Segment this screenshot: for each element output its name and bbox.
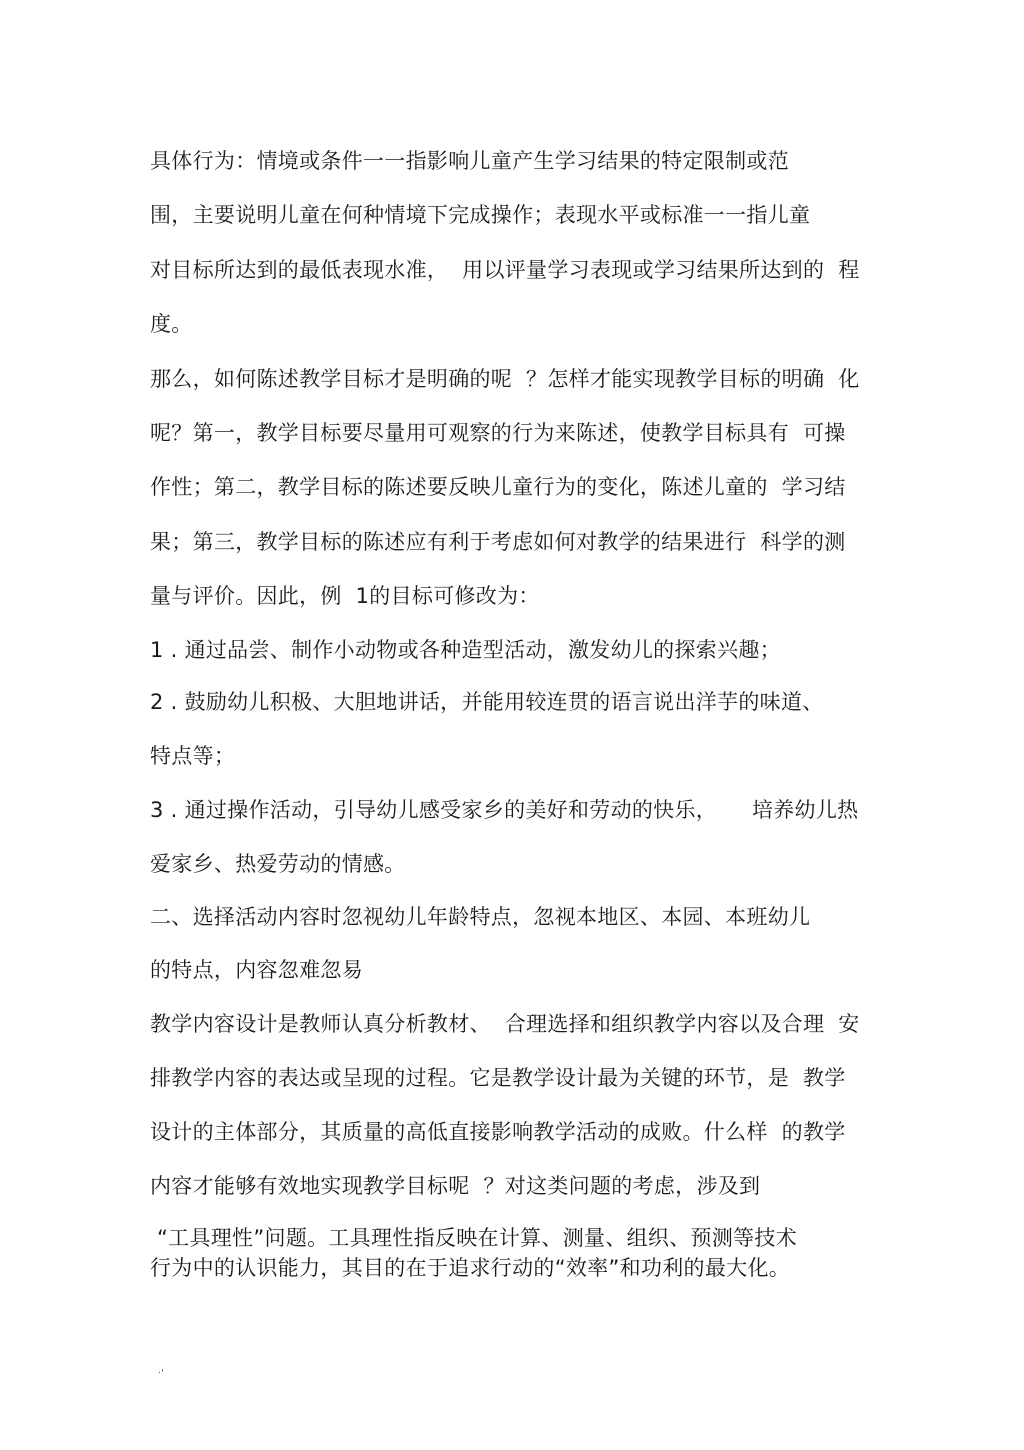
section-heading: 二、选择活动内容时忽视幼儿年龄特点，忽视本地区、本园、本班幼儿 [150, 905, 811, 929]
list-item: 1 . 通过品尝、制作小动物或各种造型活动，激发幼儿的探索兴趣； [150, 638, 781, 662]
text-line: 排教学内容的表达或呈现的过程。它是教学设计最为关键的环节，是 教学 [150, 1066, 846, 1090]
list-item: 3 . 通过操作活动，引导幼儿感受家乡的美好和劳动的快乐， 培养幼儿热 [150, 798, 859, 822]
text-line: 那么，如何陈述教学目标才是明确的呢 ？怎样才能实现教学目标的明确 化 [150, 367, 860, 391]
page-mark: ·' [158, 1368, 164, 1379]
text-line: 行为中的认识能力，其目的在于追求行动的“效率”和功利的最大化。 [150, 1256, 791, 1280]
text-line: 设计的主体部分，其质量的高低直接影响教学活动的成败。什么样 的教学 [150, 1120, 846, 1144]
text-line: 作性；第二，教学目标的陈述要反映儿童行为的变化，陈述儿童的 学习结 [150, 475, 846, 499]
text-line: 特点等； [150, 744, 236, 768]
list-item: 2 . 鼓励幼儿积极、大胆地讲话，并能用较连贯的语言说出洋芋的味道、 [150, 690, 824, 714]
text-line: 果；第三，教学目标的陈述应有利于考虑如何对教学的结果进行 科学的测 [150, 530, 846, 554]
text-line: 具体行为：情境或条件一一指影响儿童产生学习结果的特定限制或范 [150, 149, 789, 173]
text-line: 内容才能够有效地实现教学目标呢 ？对这类问题的考虑，涉及到 [150, 1174, 761, 1198]
text-line: 度。 [150, 312, 193, 336]
text-line: 爱家乡、热爱劳动的情感。 [150, 852, 406, 876]
text-line: 围，主要说明儿童在何种情境下完成操作；表现水平或标准一一指儿童 [150, 203, 811, 227]
text-line: 对目标所达到的最低表现水准， 用以评量学习表现或学习结果所达到的 程 [150, 258, 860, 282]
section-heading: 的特点，内容忽难忽易 [150, 958, 363, 982]
text-line: 量与评价。因此，例 1的目标可修改为： [150, 584, 540, 608]
text-line: 呢？第一，教学目标要尽量用可观察的行为来陈述，使教学目标具有 可操 [150, 421, 846, 445]
text-line: 教学内容设计是教师认真分析教材、 合理选择和组织教学内容以及合理 安 [150, 1012, 860, 1036]
text-line: “工具理性”问题。工具理性指反映在计算、测量、组织、预测等技术 [150, 1226, 798, 1250]
